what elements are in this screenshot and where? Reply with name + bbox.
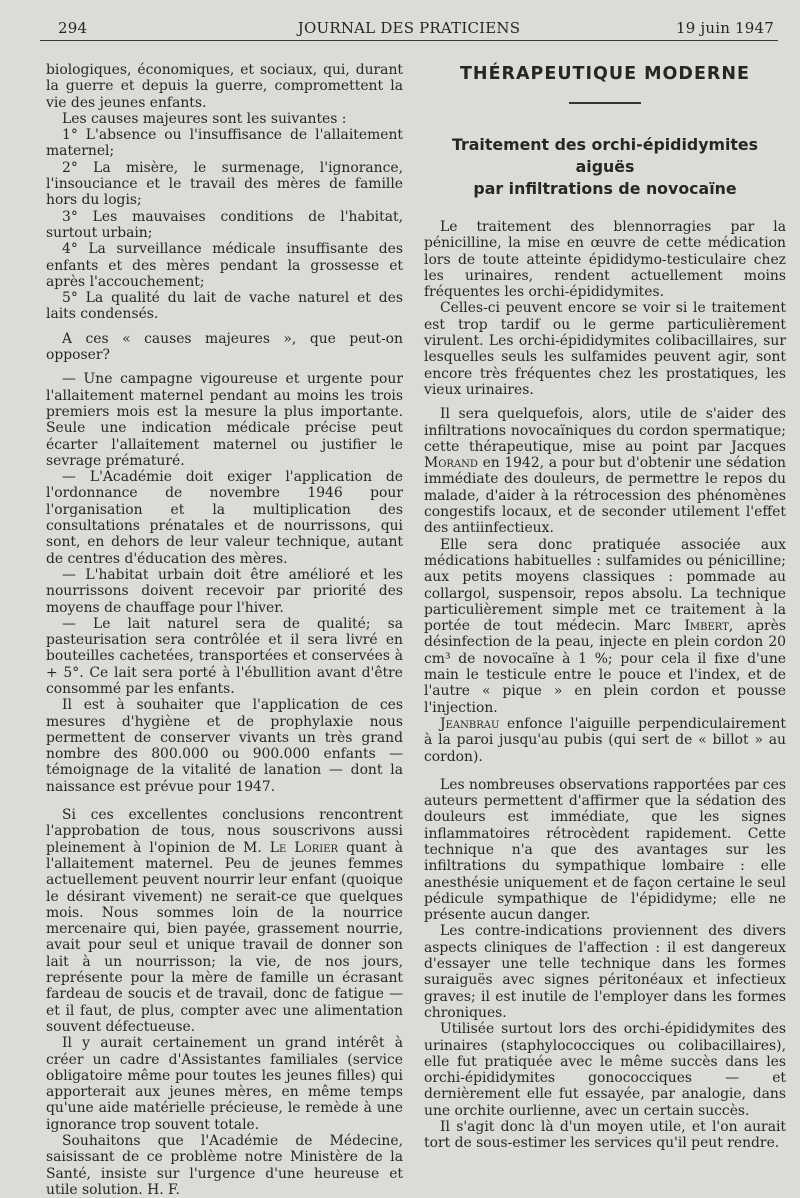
paragraph bbox=[424, 537, 786, 716]
rubric-divider bbox=[569, 102, 641, 104]
paragraph: Les causes majeures sont les suivantes : bbox=[62, 110, 347, 127]
paragraph: biologiques, économiques, et sociaux, qui, durant la guerre et depuis la guerre, compromettent la vie des jeunes enfants. bbox=[46, 62, 403, 111]
author-name: Imbert bbox=[684, 618, 729, 635]
paragraph bbox=[46, 807, 403, 1035]
list-item: 5° La qualité du lait de vache naturel et des laits condensés. bbox=[46, 290, 403, 323]
paragraph bbox=[424, 716, 786, 765]
section-rubric: THÉRAPEUTIQUE MODERNE bbox=[460, 64, 750, 84]
issue-date: 19 juin 1947 bbox=[676, 19, 774, 37]
page-number: 294 bbox=[58, 19, 88, 37]
paragraph-text: en 1942, a pour but d'obtenir une sédation immédiate des douleurs, de permettre le repos du malade, d'aider à la rétrocession des phénomènes congestifs locaux, et de seconder utilement l'effet des antiinfectieux. bbox=[424, 455, 786, 537]
paragraph: Il est à souhaiter que l'application de ces mesures d'hygiène et de prophylaxie nous permettent de conserver vivants un très grand nombre des 800.000 ou 900.000 enfants — témoignage de la vitalité de lanation — dont la naissance est prévue pour 1947. bbox=[46, 697, 403, 795]
article-title bbox=[424, 134, 786, 200]
list-item: 4° La surveillance médicale insuffisante des enfants et des mères pendant la grossesse et après l'accouchement; bbox=[46, 241, 403, 290]
page-header bbox=[40, 16, 778, 41]
paragraph: — Une campagne vigoureuse et urgente pour l'allaitement maternel pendant au moins les trois premiers mois est la mesure la plus importante. Seule une indication médicale précise peut écarter l'allaitement maternel ou justifier le sevrage prématuré. bbox=[46, 371, 403, 469]
list-item: 1° L'absence ou l'insuffisance de l'allaitement maternel; bbox=[46, 127, 403, 160]
paragraph: Il s'agit donc là d'un moyen utile, et l'on aurait tort de sous-estimer les services qu'il peut rendre. bbox=[424, 1119, 786, 1152]
left-column bbox=[46, 62, 403, 1198]
paragraph-text: Elle sera donc pratiquée associée aux médications habituelles : sulfamides ou pénicilline; aux petits moyens classiques : pommade au collargol, suspensoir, repos absolu. La technique particulièrement simple met ce traitement à la portée de tout médecin. Marc bbox=[424, 536, 786, 635]
article-title-line: Traitement des orchi-épididymites aiguës bbox=[451, 135, 759, 176]
paragraph: Il y aurait certainement un grand intérêt à créer un cadre d'Assistantes familiales (service obligatoire même pour toutes les jeunes filles) qui apporterait aux jeunes mères, en même temps qu'une aide matérielle précieuse, le remède à une ignorance trop souvent totale. bbox=[46, 1035, 403, 1133]
paragraph: — L'habitat urbain doit être amélioré et les nourrissons doivent recevoir par priorité des moyens de chauffage pour l'hiver. bbox=[46, 566, 403, 616]
paragraph: — L'Académie doit exiger l'application de l'ordonnance de novembre 1946 pour l'organisation et la multiplication des consultations prénatales et de nourrissons, qui sont, en dehors de leur valeur technique, autant de centres d'éducation des mères. bbox=[46, 469, 403, 567]
paragraph: Les nombreuses observations rapportées par ces auteurs permettent d'affirmer que la sédation des douleurs est immédiate, que les signes inflammatoires rétrocèdent rapidement. Cette technique n'a que des avantages sur les infiltrations du sympathique lombaire : elle anesthésie uniquement et de façon certaine le seul pédicule sympathique de l'épididyme; elle ne présente aucun danger. bbox=[424, 776, 786, 924]
paragraph: — Le lait naturel sera de qualité; sa pasteurisation sera contrôlée et il sera livré en bouteilles cachetées, transportées et conservées à + 5°. Ce lait sera porté à l'ébullition avant d'être consommé par les enfants. bbox=[46, 615, 403, 697]
paragraph-text: Il sera quelquefois, alors, utile de s'aider des infiltrations novocaïniques du cordon spermatique; cette thérapeutique, mise au point par Jacques bbox=[424, 406, 786, 455]
paragraph: A ces « causes majeures », que peut-on opposer? bbox=[46, 330, 403, 364]
article-title-line: par infiltrations de novocaïne bbox=[473, 179, 737, 198]
paragraph: Utilisée surtout lors des orchi-épididymites des urinaires (staphylococciques ou colibacillaires), elle fut pratiquée avec le même succès dans les orchi-épididymites gonococciques — et dernièrement elle fut essayée, par analogie, dans une orchite ourlienne, avec un certain succès. bbox=[424, 1021, 786, 1119]
paragraph-text: , après désinfection de la peau, injecte en plein cordon 20 cm³ de novocaïne à 1 %; pour cela il fixe d'une main le testicule entre le pouce et l'index, et de l'autre « pique » en plein cordon et pousse l'injection. bbox=[424, 618, 787, 716]
paragraph-text: Souhaitons que l'Académie de Médecine, saisissant de ce problème notre Ministère de la Santé, insiste sur l'urgence d'une heureuse et utile solution. bbox=[46, 1133, 403, 1198]
paragraph bbox=[46, 1133, 403, 1198]
paragraph-text: Si ces excellentes conclusions rencontrent l'approbation de tous, nous souscrivons aussi pleinement à l'opinion de M. bbox=[46, 807, 403, 856]
list-item: 3° Les mauvaises conditions de l'habitat, surtout urbain; bbox=[46, 208, 403, 241]
author-name: Morand bbox=[424, 455, 478, 472]
list-item: 2° La misère, le surmenage, l'ignorance, l'insouciance et le travail des mères de famille hors du logis; bbox=[46, 159, 403, 209]
paragraph-text: enfonce l'aiguille perpendiculairement à la paroi jusqu'au pubis (qui sert de « billot » au cordon). bbox=[424, 715, 786, 765]
signature-initials: H. F. bbox=[147, 1181, 180, 1198]
journal-title: JOURNAL DES PRATICIENS bbox=[297, 19, 521, 37]
paragraph: Celles-ci peuvent encore se voir si le traitement est trop tardif ou le germe particulièrement virulent. Les orchi-épididymites colibacillaires, sur lesquelles seuls les sulfamides peuvent agir, sont encore très fréquentes chez les prostatiques, les vieux urinaires. bbox=[424, 300, 786, 398]
paragraph bbox=[424, 406, 786, 536]
author-name: Le Lorier bbox=[269, 839, 339, 856]
paragraph: Le traitement des blennorragies par la pénicilline, la mise en œuvre de cette médication lors de toute atteinte épididymo-testiculaire chez les urinaires, rendent actuellement moins fréquentes les orchi-épididymites. bbox=[424, 219, 786, 301]
author-name: Jeanbrau bbox=[440, 715, 500, 732]
right-column bbox=[424, 62, 786, 1152]
paragraph-text: quant à l'allaitement maternel. Peu de jeunes femmes actuellement peuvent nourrir leur enfant (quoique le désirant vivement) ne serait-ce que quelques mois. Nous sommes loin de la nourrice mercenaire qui, bien payée, grassement nourrie, avait pour seul et unique travail de donner son lait à un nourrisson; la vie, de nos jours, représente pour la mère de famille un écrasant fardeau de soucis et de travail, donc de fatigue — et il faut, de plus, compter avec une alimentation souvent défectueuse. bbox=[46, 839, 404, 1035]
paragraph: Les contre-indications proviennent des divers aspects cliniques de l'affection : il est dangereux d'essayer une telle technique dans les formes suraiguës avec signes péritonéaux et infectieux graves; il est inutile de l'employer dans les formes chroniques. bbox=[424, 923, 786, 1021]
